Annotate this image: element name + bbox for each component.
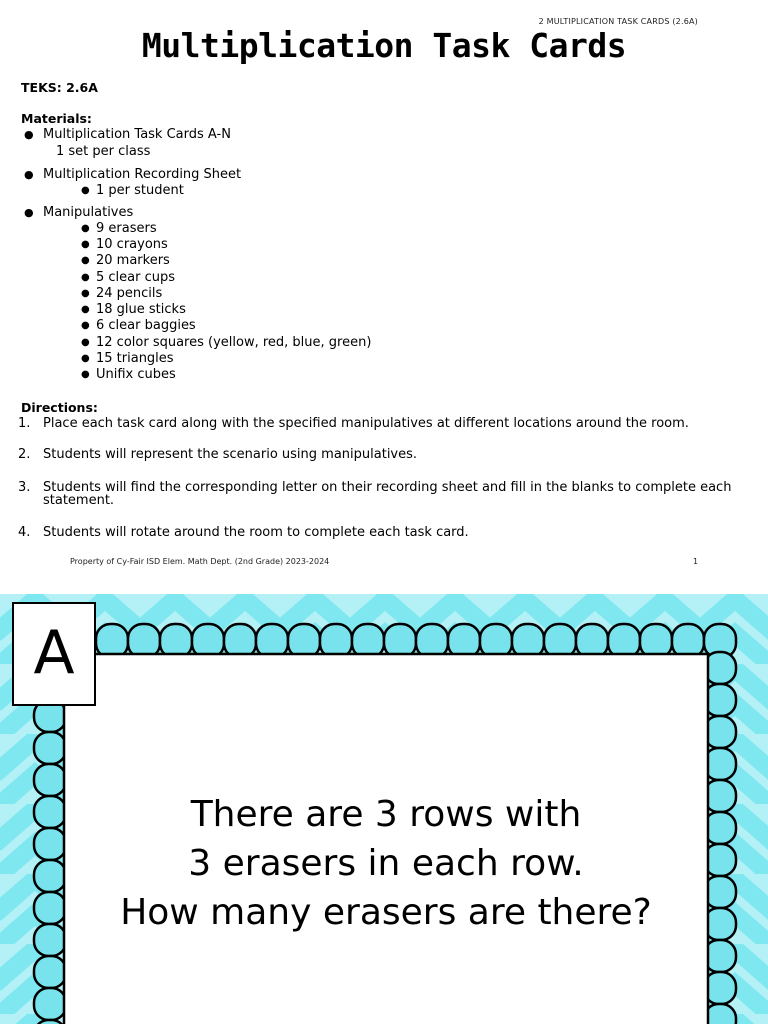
card-line: How many erasers are there? [120,892,652,933]
bullet-icon: ● [24,128,34,141]
materials-item [24,127,231,143]
manipulative-item: ● 6 clear baggies [81,318,196,333]
manipulative-item: ● 9 erasers [81,221,157,236]
manipulative-item: ● 12 color squares (yellow, red, blue, green) [81,335,372,350]
bullet-icon: ● [81,353,90,364]
materials-item-label: Multiplication Task Cards A-N [43,127,231,142]
step-text: Place each task card along with the specified manipulatives at different locations around the room. [43,416,689,431]
materials-item-label: Manipulatives [43,205,134,220]
direction-step [18,447,743,462]
page-number: 1 [693,557,699,566]
page-footer: Property of Cy-Fair ISD Elem. Math Dept. (2nd Grade) 2023-2024 [70,557,330,566]
bullet-icon: ● [81,255,90,266]
step-number: 2. [18,447,31,462]
manipulative-item: ● 15 triangles [81,351,174,366]
bullet-icon: ● [81,272,90,283]
card-letter-box [12,602,96,706]
step-number: 3. [18,480,31,495]
materials-item-label: Multiplication Recording Sheet [43,167,242,182]
card-line: There are 3 rows with [190,794,582,835]
direction-step [18,480,743,508]
step-number: 1. [18,416,31,431]
bullet-icon: ● [81,320,90,331]
materials-item-note: 1 set per class [56,144,151,159]
step-number: 4. [18,525,31,540]
materials-subitem: ● 1 per student [81,183,184,198]
bullet-icon: ● [81,304,90,315]
card-question [64,790,708,937]
teks-label: TEKS: 2.6A [21,80,98,95]
scallop-bump [34,924,66,956]
scallop-bump [34,988,66,1020]
direction-step [18,525,743,540]
directions-heading: Directions: [21,400,98,415]
bullet-icon: ● [81,337,90,348]
scallop-bump [34,956,66,988]
card-line: 3 erasers in each row. [188,843,584,884]
step-text: Students will rotate around the room to complete each task card. [43,525,469,540]
manipulative-item: ● 18 glue sticks [81,302,186,317]
header-note: 2 MULTIPLICATION TASK CARDS (2.6A) [538,17,698,26]
scallop-bump [34,796,66,828]
materials-heading: Materials: [21,111,92,126]
bullet-icon: ● [81,369,90,380]
scallop-bump [34,828,66,860]
direction-step [18,416,743,431]
bullet-icon: ● [81,239,90,250]
scallop-bump [34,860,66,892]
manipulative-item: ● 10 crayons [81,237,168,252]
manipulative-item: ● 20 markers [81,253,170,268]
bullet-icon: ● [81,223,90,234]
materials-item [24,167,242,183]
scallop-bump [34,892,66,924]
manipulative-item: ● 24 pencils [81,286,163,301]
bullet-icon: ● [24,206,34,219]
bullet-icon: ● [81,288,90,299]
page-title: Multiplication Task Cards [141,26,627,65]
step-text: Students will represent the scenario using manipulatives. [43,447,418,462]
manipulative-item: ● 5 clear cups [81,270,176,285]
bullet-icon: ● [81,185,90,196]
step-text: Students will find the corresponding letter on their recording sheet and fill in the blanks to complete each statement. [43,480,732,508]
scallop-bump [34,764,66,796]
manipulative-item: ● Unifix cubes [81,367,176,382]
task-card-page [0,594,768,1024]
bullet-icon: ● [24,168,34,181]
card-letter: A [33,618,75,688]
materials-item [24,205,134,221]
scallop-bump [34,732,66,764]
